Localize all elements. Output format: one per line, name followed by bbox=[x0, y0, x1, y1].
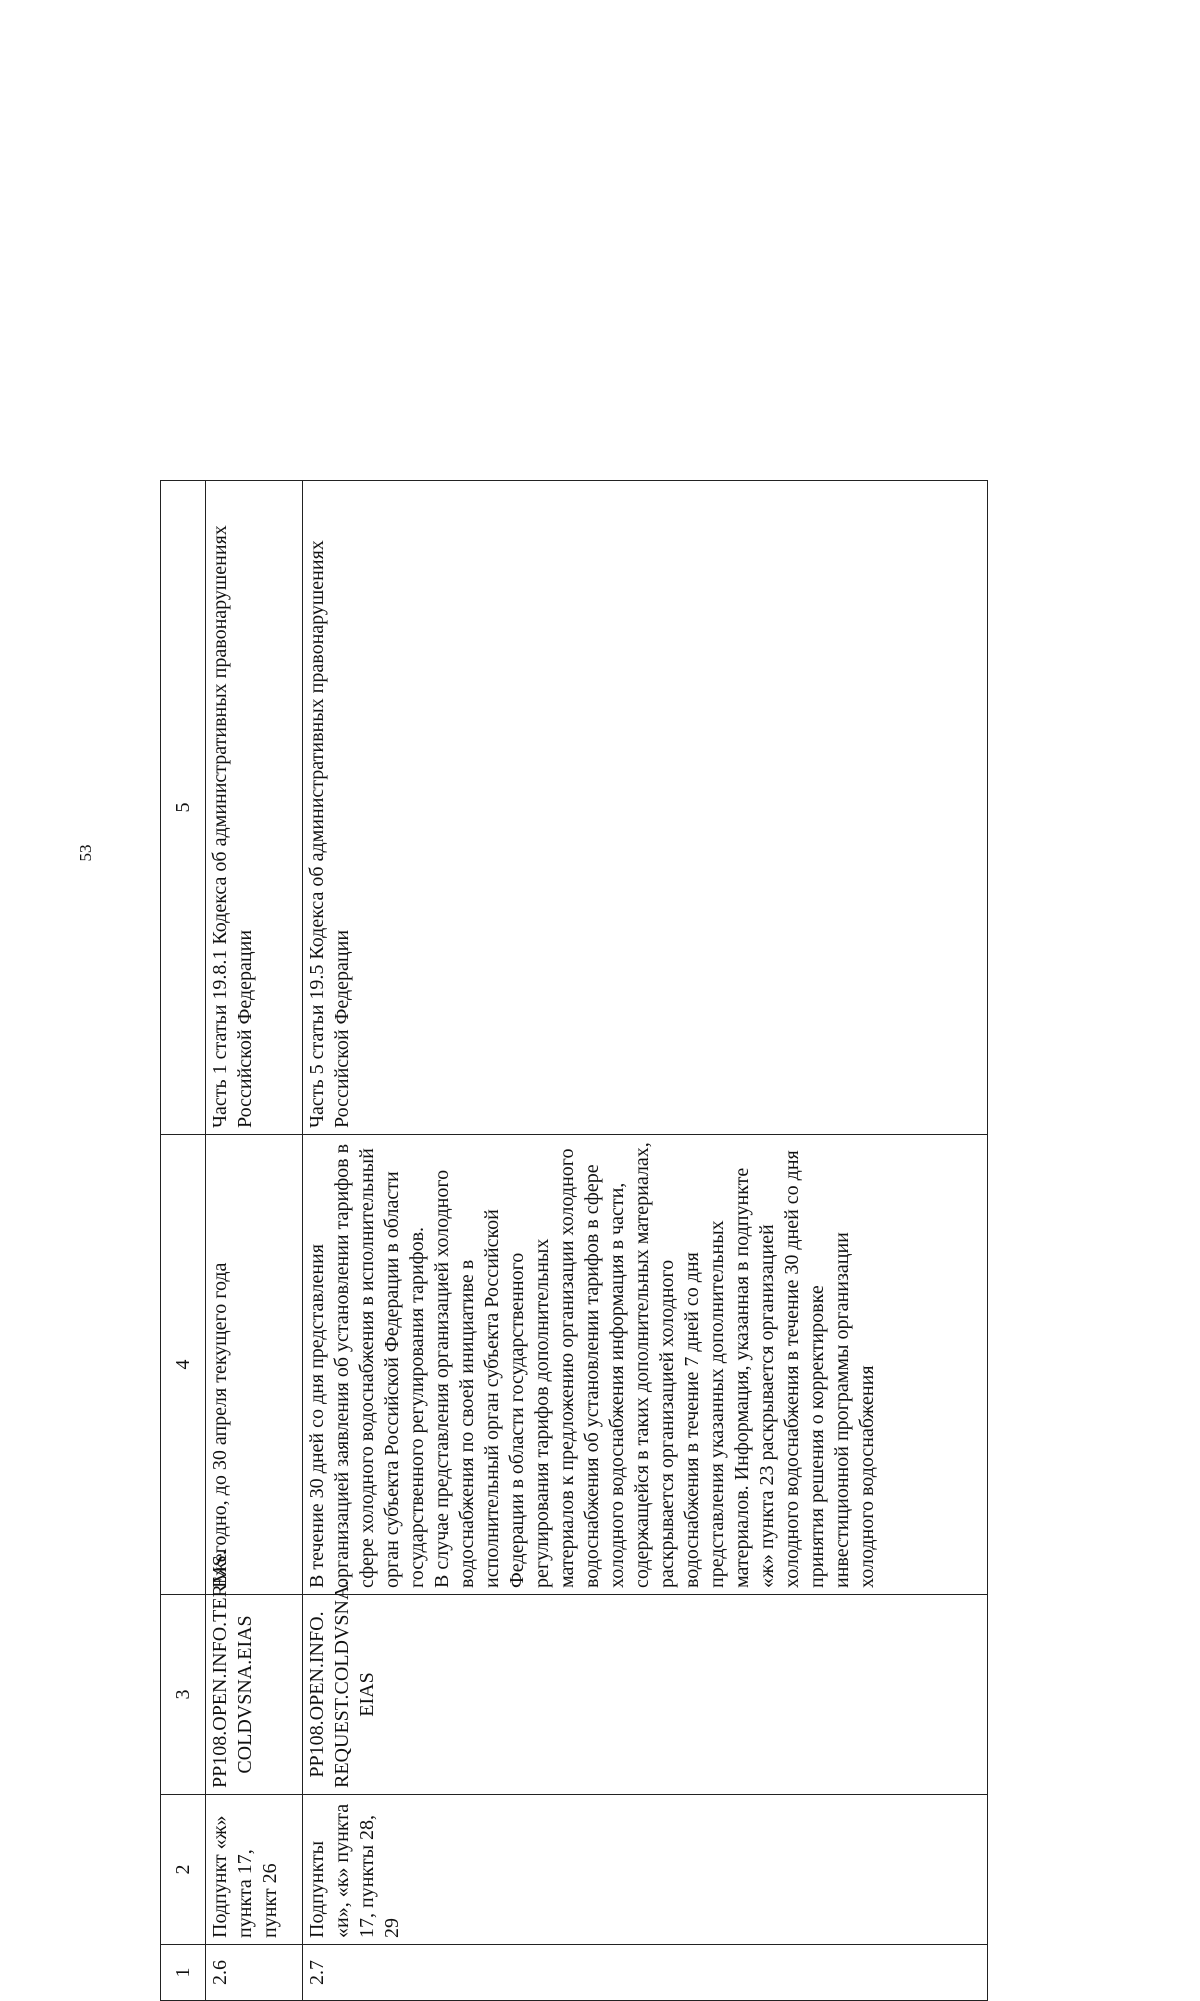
deadline-paragraph-1: В течение 30 дней со дня представления организацией заявления об установлении тарифов в сфере холодного водоснабжения в исполнительный орган субъекта Российской Федерации в области государственного регулирования тарифов. bbox=[306, 1143, 428, 1588]
deadline-cell bbox=[303, 1135, 988, 1595]
header-col-3: 3 bbox=[161, 1595, 206, 1795]
clause-reference: Подпункт «ж» пункта 17, пункт 26 bbox=[206, 1795, 303, 1945]
law-reference: Часть 5 статьи 19.5 Кодекса об административных правонарушениях Российской Федерации bbox=[303, 481, 988, 1135]
row-number: 2.7 bbox=[303, 1945, 988, 2001]
header-col-1: 1 bbox=[161, 1945, 206, 2001]
row-number: 2.6 bbox=[206, 1945, 303, 2001]
page-number: 53 bbox=[76, 844, 95, 862]
header-col-4: 4 bbox=[161, 1135, 206, 1595]
header-col-5: 5 bbox=[161, 481, 206, 1135]
legal-table bbox=[160, 480, 988, 2001]
info-code: PP108.OPEN.INFO. REQUEST.COLDVSNA. EIAS bbox=[303, 1595, 988, 1795]
info-code: PP108.OPEN.INFO.TERMS. COLDVSNA.EIAS bbox=[206, 1595, 303, 1795]
table-row bbox=[206, 481, 303, 2001]
law-reference: Часть 1 статьи 19.8.1 Кодекса об административных правонарушениях Российской Федерации bbox=[206, 481, 303, 1135]
legal-table-wrapper bbox=[160, 481, 1046, 2001]
deadline-text: Ежегодно, до 30 апреля текущего года bbox=[206, 1135, 303, 1595]
header-row bbox=[161, 481, 206, 2001]
header-col-2: 2 bbox=[161, 1795, 206, 1945]
deadline-paragraph-2: В случае представления организацией холодного водоснабжения по своей инициативе в исполнительный орган субъекта Российской Федерации в области государственного регулирования тарифов дополнительных материалов к предложению организации холодного водоснабжения об установлении тарифов в сфере холодного водоснабжения информация в части, содержащейся в таких дополнительных материалах, раскрывается организацией холодного водоснабжения в течение 7 дней со дня представления указанных дополнительных материалов. Информация, указанная в подпункте «ж» пункта 23 раскрывается организацией холодного водоснабжения в течение 30 дней со дня принятия решения о корректировке инвестиционной программы организации холодного водоснабжения bbox=[431, 1142, 878, 1588]
clause-reference: Подпункты «и», «к» пункта 17, пункты 28, 29 bbox=[303, 1795, 988, 1945]
table-row bbox=[303, 481, 988, 2001]
